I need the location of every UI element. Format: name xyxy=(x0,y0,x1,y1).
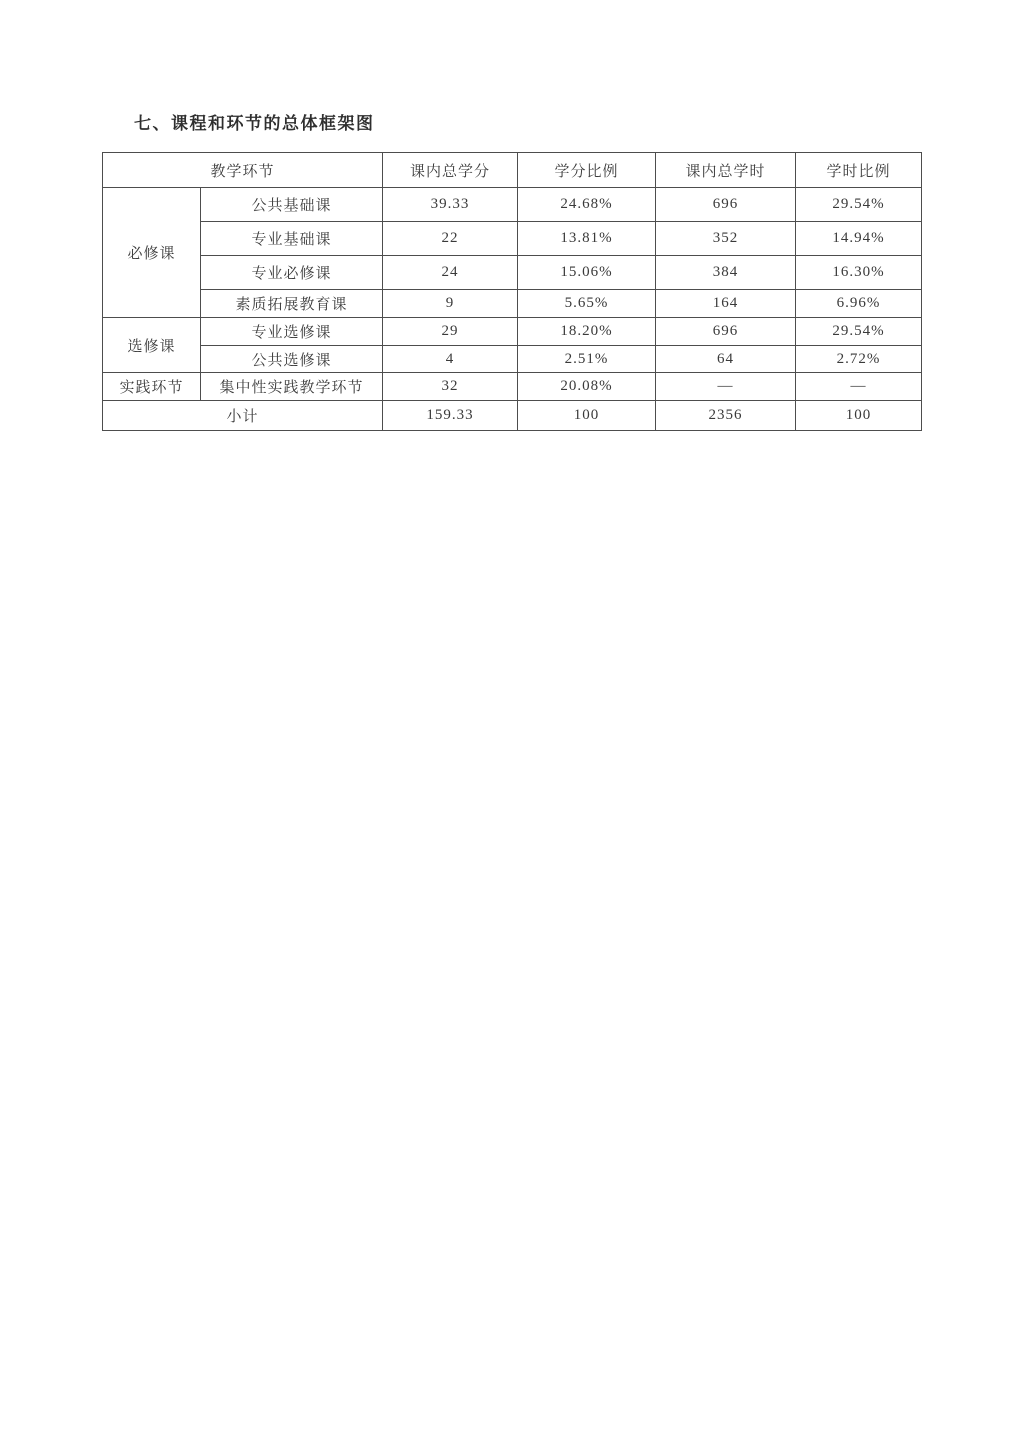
cell-hours: 164 xyxy=(656,290,796,318)
header-total-hours: 课内总学时 xyxy=(656,153,796,188)
cell-credits: 32 xyxy=(383,373,518,401)
category-practice-segment: 实践环节 xyxy=(103,373,201,401)
subtotal-label: 小计 xyxy=(103,401,383,431)
cell-credit-ratio: 13.81% xyxy=(518,222,656,256)
table-row xyxy=(103,318,922,346)
cell-credit-ratio: 5.65% xyxy=(518,290,656,318)
cell-hours: 696 xyxy=(656,188,796,222)
table-row xyxy=(103,188,922,222)
cell-hours: — xyxy=(656,373,796,401)
subtotal-hours: 2356 xyxy=(656,401,796,431)
cell-credit-ratio: 20.08% xyxy=(518,373,656,401)
cell-credits: 29 xyxy=(383,318,518,346)
cell-hours: 696 xyxy=(656,318,796,346)
cell-course: 素质拓展教育课 xyxy=(201,290,383,318)
table-row xyxy=(103,256,922,290)
table-header-row xyxy=(103,153,922,188)
cell-course: 公共选修课 xyxy=(201,346,383,373)
cell-credits: 4 xyxy=(383,346,518,373)
cell-course: 公共基础课 xyxy=(201,188,383,222)
subtotal-hour-ratio: 100 xyxy=(796,401,922,431)
header-teaching-segment: 教学环节 xyxy=(103,153,383,188)
cell-hour-ratio: 2.72% xyxy=(796,346,922,373)
cell-course: 专业必修课 xyxy=(201,256,383,290)
cell-course: 专业基础课 xyxy=(201,222,383,256)
cell-hour-ratio: 29.54% xyxy=(796,318,922,346)
cell-hour-ratio: — xyxy=(796,373,922,401)
category-required-courses: 必修课 xyxy=(103,188,201,318)
cell-course: 集中性实践教学环节 xyxy=(201,373,383,401)
page-title: 七、课程和环节的总体框架图 xyxy=(134,114,375,133)
curriculum-framework-table xyxy=(102,152,922,431)
cell-credits: 9 xyxy=(383,290,518,318)
table-row xyxy=(103,346,922,373)
cell-hours: 352 xyxy=(656,222,796,256)
subtotal-credit-ratio: 100 xyxy=(518,401,656,431)
table-row xyxy=(103,222,922,256)
cell-hour-ratio: 6.96% xyxy=(796,290,922,318)
cell-credit-ratio: 15.06% xyxy=(518,256,656,290)
cell-hours: 64 xyxy=(656,346,796,373)
cell-credits: 39.33 xyxy=(383,188,518,222)
cell-hour-ratio: 16.30% xyxy=(796,256,922,290)
cell-credit-ratio: 18.20% xyxy=(518,318,656,346)
cell-credits: 24 xyxy=(383,256,518,290)
table-row xyxy=(103,373,922,401)
subtotal-row xyxy=(103,401,922,431)
cell-hour-ratio: 29.54% xyxy=(796,188,922,222)
header-credit-ratio: 学分比例 xyxy=(518,153,656,188)
cell-credits: 22 xyxy=(383,222,518,256)
cell-hours: 384 xyxy=(656,256,796,290)
cell-course: 专业选修课 xyxy=(201,318,383,346)
cell-hour-ratio: 14.94% xyxy=(796,222,922,256)
header-hour-ratio: 学时比例 xyxy=(796,153,922,188)
cell-credit-ratio: 2.51% xyxy=(518,346,656,373)
category-elective-courses: 选修课 xyxy=(103,318,201,373)
header-total-credits: 课内总学分 xyxy=(383,153,518,188)
subtotal-credits: 159.33 xyxy=(383,401,518,431)
table-row xyxy=(103,290,922,318)
cell-credit-ratio: 24.68% xyxy=(518,188,656,222)
